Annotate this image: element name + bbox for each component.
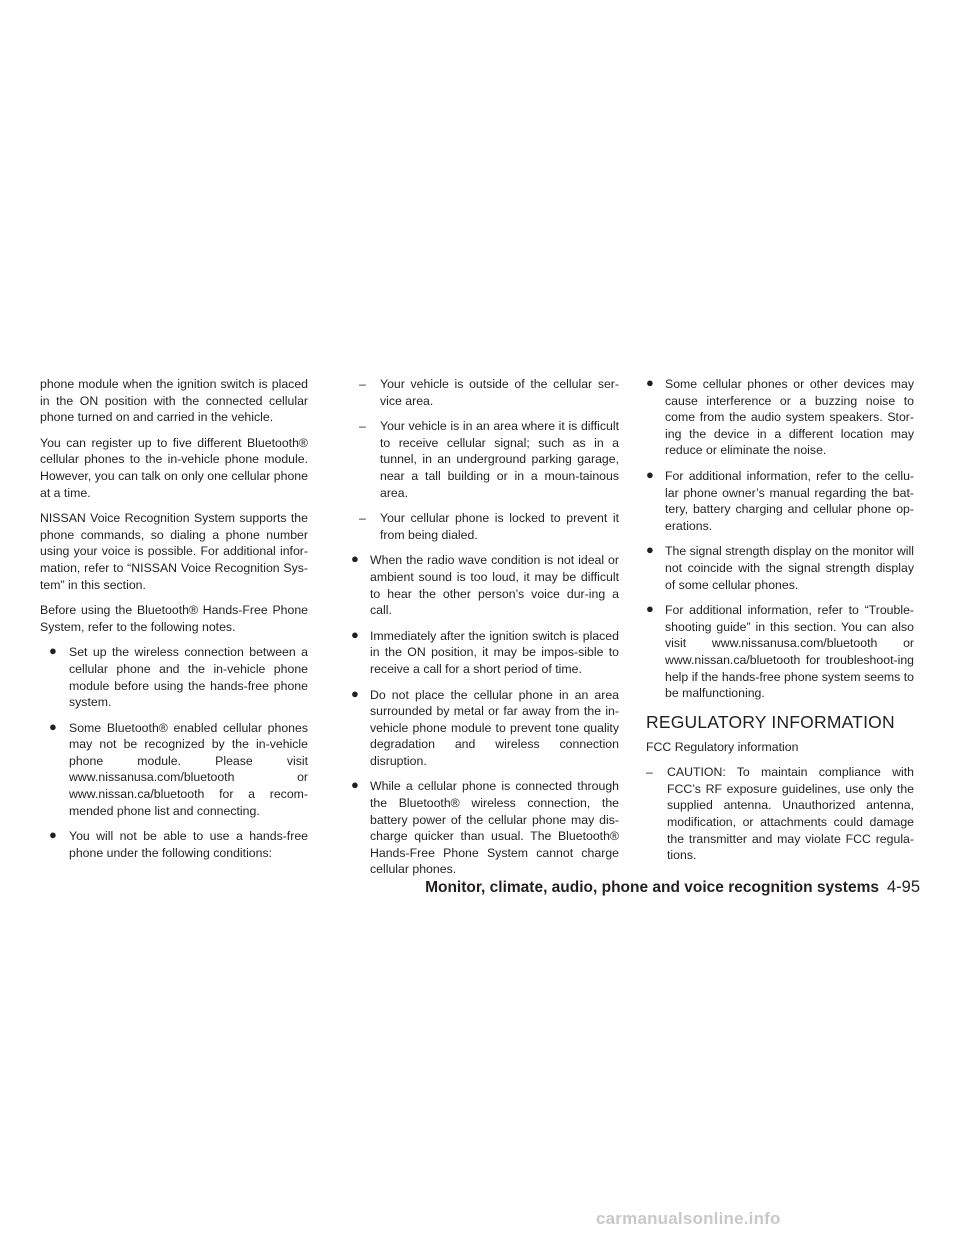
bullet-item: [351, 778, 619, 878]
subheading: FCC Regulatory information: [646, 739, 799, 754]
dash-item: [359, 510, 619, 543]
bullet-icon: ●: [49, 827, 57, 843]
bullet-item: [49, 644, 308, 710]
bullet-icon: ●: [646, 601, 654, 617]
bullet-text: Immediately after the ignition switch is placed in the ON position, it may be impos-sible to receive a call for a short period of time.: [370, 628, 619, 676]
bullet-text: The signal strength display on the monitor will not coincide with the signal strength display of some cellular phones.: [665, 544, 914, 592]
dash-icon: –: [359, 511, 366, 526]
bullet-text: Set up the wireless connection between a cellular phone and the in-vehicle phone module before using the hands-free phone system.: [69, 645, 308, 710]
bullet-item: [646, 468, 914, 534]
bullet-icon: ●: [351, 626, 359, 642]
bullet-icon: ●: [351, 777, 359, 793]
dash-text: Your vehicle is outside of the cellular ser-vice area.: [380, 377, 619, 408]
bullet-text: Do not place the cellular phone in an area surrounded by metal or far away from the in-vehicle phone module to prevent tone quality degradation and wireless connection disruption.: [370, 687, 619, 768]
page-footer: [425, 877, 920, 898]
dash-icon: –: [359, 419, 366, 434]
bullet-item: [351, 552, 619, 618]
watermark: carmanualsonline.info: [596, 1209, 781, 1228]
bullet-icon: ●: [49, 643, 57, 659]
bullet-item: [351, 628, 619, 678]
bullet-item: [646, 602, 914, 702]
bullet-item: [351, 687, 619, 770]
bullet-text: Some Bluetooth® enabled cellular phones may not be recognized by the in-vehicle phone module. Please visit www.nissanusa.com/bluetooth or www.nissan.ca/bluetooth for a recom-mended phone list and connecting.: [69, 720, 308, 818]
bullet-icon: ●: [351, 551, 359, 567]
dash-text: Your cellular phone is locked to prevent it from being dialed.: [380, 511, 619, 542]
paragraph: NISSAN Voice Recognition System supports the phone commands, so dialing a phone number using your voice is possible. For additional infor-mation, refer to “NISSAN Voice Recognition Sys-tem” in this section.: [40, 511, 308, 592]
dash-icon: –: [646, 765, 653, 780]
column-2: [351, 376, 619, 887]
bullet-item: [49, 828, 308, 861]
bullet-text: While a cellular phone is connected through the Bluetooth® wireless connection, the battery power of the cellular phone may dis-charge quicker than usual. The Bluetooth® Hands-Free Phone System cannot charge cellular phones.: [370, 779, 619, 877]
paragraph: You can register up to five different Bluetooth® cellular phones to the in-vehicle phone module. However, you can talk on only one cellular phone at a time.: [40, 435, 308, 500]
bullet-icon: ●: [646, 466, 654, 482]
bullet-text: When the radio wave condition is not ideal or ambient sound is too loud, it may be difficult to hear the other person’s voice dur-ing a call.: [370, 553, 619, 618]
bullet-text: Some cellular phones or other devices may cause interference or a buzzing noise to come from the audio system speakers. Stor-ing the device in a different location may reduce or eliminate the noise.: [665, 377, 914, 458]
bullet-text: For additional information, refer to the cellu-lar phone owner’s manual regarding the bat-tery, battery charging and cellular phone op-erations.: [665, 468, 914, 533]
bullet-icon: ●: [646, 542, 654, 558]
bullet-icon: ●: [49, 718, 57, 734]
footer-section-title: Monitor, climate, audio, phone and voice recognition systems: [425, 879, 879, 896]
bullet-item: [49, 720, 308, 820]
column-3: [646, 376, 914, 873]
column-1: [40, 376, 308, 870]
bullet-item: [646, 376, 914, 459]
bullet-item: [646, 543, 914, 593]
caution-item: [646, 764, 914, 864]
dash-item: [359, 418, 619, 501]
page-number: 4-95: [886, 878, 920, 896]
caution-text: CAUTION: To maintain compliance with FCC’s RF exposure guidelines, use only the supplied antenna. Unauthorized antenna, modification, or attachments could damage the transmitter and may violate FCC regula-tions.: [667, 765, 914, 863]
dash-item: [359, 376, 619, 409]
paragraph: phone module when the ignition switch is placed in the ON position with the connected cellular phone turned on and carried in the vehicle.: [40, 377, 308, 425]
paragraph: Before using the Bluetooth® Hands-Free Phone System, refer to the following notes.: [40, 603, 308, 634]
dash-icon: –: [359, 377, 366, 391]
bullet-text: For additional information, refer to “Trouble-shooting guide” in this section. You can also visit www.nissanusa.com/bluetooth or www.nissan.ca/bluetooth for troubleshoot-ing help if the hands-free phone system seems to be malfunctioning.: [665, 603, 914, 701]
section-heading: REGULATORY INFORMATION: [646, 711, 895, 732]
dash-text: Your vehicle is in an area where it is difficult to receive cellular signal; such as in a tunnel, in an underground parking garage, near a tall building or in a moun-tainous area.: [380, 419, 619, 500]
bullet-icon: ●: [351, 685, 359, 701]
bullet-icon: ●: [646, 375, 654, 390]
bullet-text: You will not be able to use a hands-free phone under the following conditions:: [69, 829, 308, 860]
